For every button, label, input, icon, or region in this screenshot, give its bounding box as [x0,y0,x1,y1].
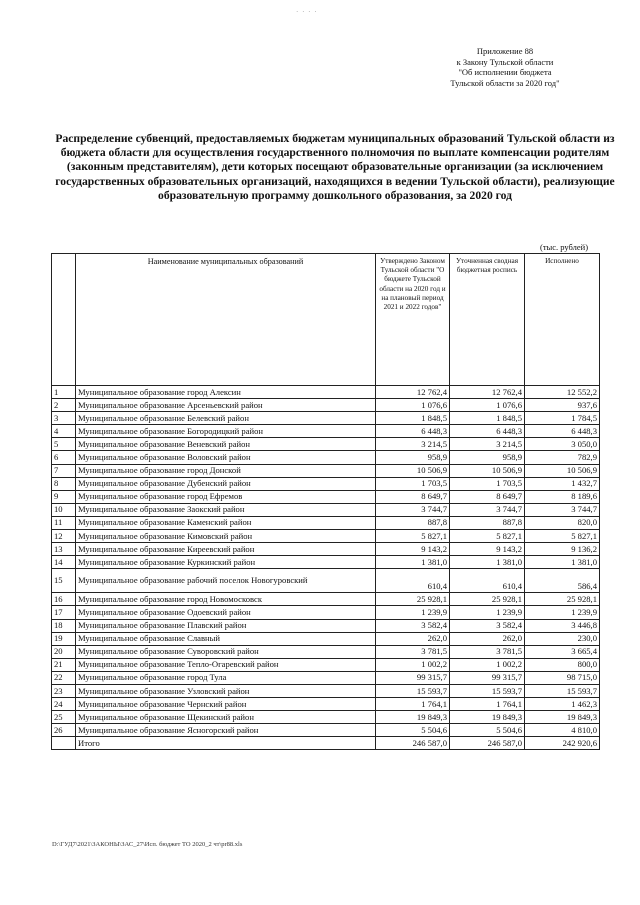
row-name: Муниципальное образование Заокский район [76,503,376,516]
row-refined: 5 504,6 [450,724,525,737]
table-row [52,569,600,593]
row-number: 2 [52,399,76,412]
row-refined: 1 703,5 [450,477,525,490]
appendix-line: Тульской области за 2020 год" [450,77,560,88]
row-number: 18 [52,619,76,632]
row-refined: 262,0 [450,632,525,645]
appendix-line: Приложение 88 [476,46,534,56]
row-executed: 12 552,2 [525,386,600,399]
table-row [52,464,600,477]
row-refined: 610,4 [450,569,525,593]
row-number: 15 [52,569,76,593]
row-refined: 9 143,2 [450,543,525,556]
row-executed: 3 665,4 [525,645,600,658]
row-number: 8 [52,477,76,490]
table-row [52,503,600,516]
row-name: Муниципальное образование Ясногорский район [76,724,376,737]
row-name: Муниципальное образование Плавский район [76,619,376,632]
row-approved: 1 703,5 [376,477,450,490]
table-row [52,711,600,724]
row-refined: 6 448,3 [450,425,525,438]
row-name: Муниципальное образование город Донской [76,464,376,477]
table-row [52,632,600,645]
table-row [52,386,600,399]
row-number: 17 [52,606,76,619]
row-approved: 3 214,5 [376,438,450,451]
row-approved: 887,8 [376,516,450,529]
row-refined: 25 928,1 [450,593,525,606]
table-row [52,425,600,438]
table-row [52,438,600,451]
header-executed: Исполнено [525,254,600,386]
row-executed: 230,0 [525,632,600,645]
row-number: 26 [52,724,76,737]
row-name: Муниципальное образование Тепло-Огаревский район [76,658,376,671]
row-approved: 3 582,4 [376,619,450,632]
row-name: Муниципальное образование Чернский район [76,698,376,711]
row-name: Муниципальное образование Щекинский район [76,711,376,724]
row-executed: 1 432,7 [525,477,600,490]
row-name: Муниципальное образование Кимовский район [76,530,376,543]
row-approved: 1 848,5 [376,412,450,425]
row-refined: 15 593,7 [450,684,525,697]
row-name: Муниципальное образование Веневский район [76,438,376,451]
row-number: 14 [52,556,76,569]
row-executed: 4 810,0 [525,724,600,737]
row-refined: 19 849,3 [450,711,525,724]
row-executed: 98 715,0 [525,671,600,684]
row-approved: 5 504,6 [376,724,450,737]
table-body [52,386,600,750]
row-refined: 1 002,2 [450,658,525,671]
table-row [52,658,600,671]
row-approved: 99 315,7 [376,671,450,684]
row-name: Муниципальное образование Воловский район [76,451,376,464]
row-executed: 1 462,3 [525,698,600,711]
row-approved: 1 764,1 [376,698,450,711]
row-approved: 15 593,7 [376,684,450,697]
total-refined: 246 587,0 [450,737,525,750]
row-approved: 262,0 [376,632,450,645]
row-refined: 1 076,6 [450,399,525,412]
row-executed: 6 448,3 [525,425,600,438]
row-approved: 1 076,6 [376,399,450,412]
units-label: (тыс. рублей) [540,242,589,252]
row-refined: 10 506,9 [450,464,525,477]
row-refined: 3 214,5 [450,438,525,451]
row-approved: 3 744,7 [376,503,450,516]
row-name: Муниципальное образование Славный [76,632,376,645]
table-row [52,399,600,412]
row-refined: 8 649,7 [450,490,525,503]
row-approved: 1 239,9 [376,606,450,619]
row-name: Муниципальное образование город Новомосковск [76,593,376,606]
row-number: 25 [52,711,76,724]
header-approved: Утверждено Законом Тульской области "О бюджете Тульской области на 2020 год и на плановый период 2021 и 2022 годов" [376,254,450,386]
row-name: Муниципальное образование Белевский район [76,412,376,425]
row-number: 6 [52,451,76,464]
table-row [52,556,600,569]
row-approved: 9 143,2 [376,543,450,556]
row-refined: 1 239,9 [450,606,525,619]
row-executed: 10 506,9 [525,464,600,477]
row-name: Муниципальное образование город Алексин [76,386,376,399]
row-executed: 586,4 [525,569,600,593]
row-refined: 1 764,1 [450,698,525,711]
row-approved: 10 506,9 [376,464,450,477]
table-row [52,593,600,606]
row-approved: 5 827,1 [376,530,450,543]
row-name: Муниципальное образование Суворовский район [76,645,376,658]
row-number: 11 [52,516,76,529]
row-number: 7 [52,464,76,477]
row-executed: 3 050,0 [525,438,600,451]
row-approved: 610,4 [376,569,450,593]
row-name: Муниципальное образование Куркинский район [76,556,376,569]
table-row [52,724,600,737]
row-executed: 1 381,0 [525,556,600,569]
table-row [52,516,600,529]
row-executed: 15 593,7 [525,684,600,697]
row-executed: 5 827,1 [525,530,600,543]
row-number: 12 [52,530,76,543]
row-executed: 1 239,9 [525,606,600,619]
row-approved: 6 448,3 [376,425,450,438]
table-row [52,606,600,619]
row-refined: 3 781,5 [450,645,525,658]
table-header-row [52,254,600,386]
row-number: 5 [52,438,76,451]
row-approved: 958,9 [376,451,450,464]
row-approved: 25 928,1 [376,593,450,606]
row-executed: 19 849,3 [525,711,600,724]
row-refined: 887,8 [450,516,525,529]
row-number: 4 [52,425,76,438]
row-name: Муниципальное образование Богородицкий район [76,425,376,438]
table-row [52,543,600,556]
row-number: 19 [52,632,76,645]
header-number [52,254,76,386]
row-refined: 1 381,0 [450,556,525,569]
row-number: 20 [52,645,76,658]
row-name: Муниципальное образование Одоевский район [76,606,376,619]
row-refined: 1 848,5 [450,412,525,425]
subsidy-table [51,253,600,750]
row-name: Муниципальное образование Арсеньевский район [76,399,376,412]
row-executed: 9 136,2 [525,543,600,556]
row-number: 1 [52,386,76,399]
row-number: 16 [52,593,76,606]
row-number: 21 [52,658,76,671]
total-number [52,737,76,750]
total-approved: 246 587,0 [376,737,450,750]
row-executed: 782,9 [525,451,600,464]
row-executed: 1 784,5 [525,412,600,425]
row-executed: 937,6 [525,399,600,412]
table-row [52,451,600,464]
row-name: Муниципальное образование Дубенский район [76,477,376,490]
row-approved: 1 381,0 [376,556,450,569]
row-name: Муниципальное образование Киреевский район [76,543,376,556]
row-refined: 958,9 [450,451,525,464]
table-row [52,698,600,711]
row-refined: 3 582,4 [450,619,525,632]
total-executed: 242 920,6 [525,737,600,750]
row-approved: 8 649,7 [376,490,450,503]
table-row [52,477,600,490]
row-approved: 12 762,4 [376,386,450,399]
row-name: Муниципальное образование город Ефремов [76,490,376,503]
row-number: 3 [52,412,76,425]
row-approved: 1 002,2 [376,658,450,671]
row-refined: 12 762,4 [450,386,525,399]
appendix-block [400,46,610,88]
row-approved: 19 849,3 [376,711,450,724]
top-mark: · · · · [296,8,318,16]
row-executed: 25 928,1 [525,593,600,606]
table-row [52,671,600,684]
table-row [52,645,600,658]
row-name: Муниципальное образование Узловский район [76,684,376,697]
document-title: Распределение субвенций, предоставляемых бюджетам муниципальных образований Тульской области из бюджета области для осуществления государственного полномочия по выплате компенсации родителям (законным представителям), дети которых посещают образовательные организации (за исключением государственных образовательных организаций, находящихся в ведении Тульской области), реализующие образовательную программу дошкольного образования, за 2020 год [55,132,615,202]
header-name: Наименование муниципальных образований [76,254,376,386]
table-row [52,619,600,632]
table-row [52,530,600,543]
row-number: 22 [52,671,76,684]
table-row [52,684,600,697]
table-row [52,490,600,503]
row-name: Муниципальное образование город Тула [76,671,376,684]
appendix-line: к Закону Тульской области [456,56,554,67]
row-refined: 3 744,7 [450,503,525,516]
row-executed: 800,0 [525,658,600,671]
file-path-footer: D:\ГУД7\2021\ЗАКОНЫ\ЗАС_27\Исп. бюджет ТО 2020_2 чт\pr88.xls [52,841,243,848]
table-row [52,412,600,425]
row-refined: 5 827,1 [450,530,525,543]
row-executed: 3 446,8 [525,619,600,632]
row-executed: 8 189,6 [525,490,600,503]
row-approved: 3 781,5 [376,645,450,658]
row-number: 13 [52,543,76,556]
total-row [52,737,600,750]
total-label: Итого [76,737,376,750]
row-number: 24 [52,698,76,711]
row-name: Муниципальное образование рабочий поселок Новогуровский [76,569,376,593]
row-number: 23 [52,684,76,697]
row-refined: 99 315,7 [450,671,525,684]
header-refined: Уточненная сводная бюджетная роспись [450,254,525,386]
row-number: 10 [52,503,76,516]
appendix-line: "Об исполнении бюджета [458,67,552,77]
row-name: Муниципальное образование Каменский район [76,516,376,529]
row-executed: 820,0 [525,516,600,529]
row-number: 9 [52,490,76,503]
row-executed: 3 744,7 [525,503,600,516]
